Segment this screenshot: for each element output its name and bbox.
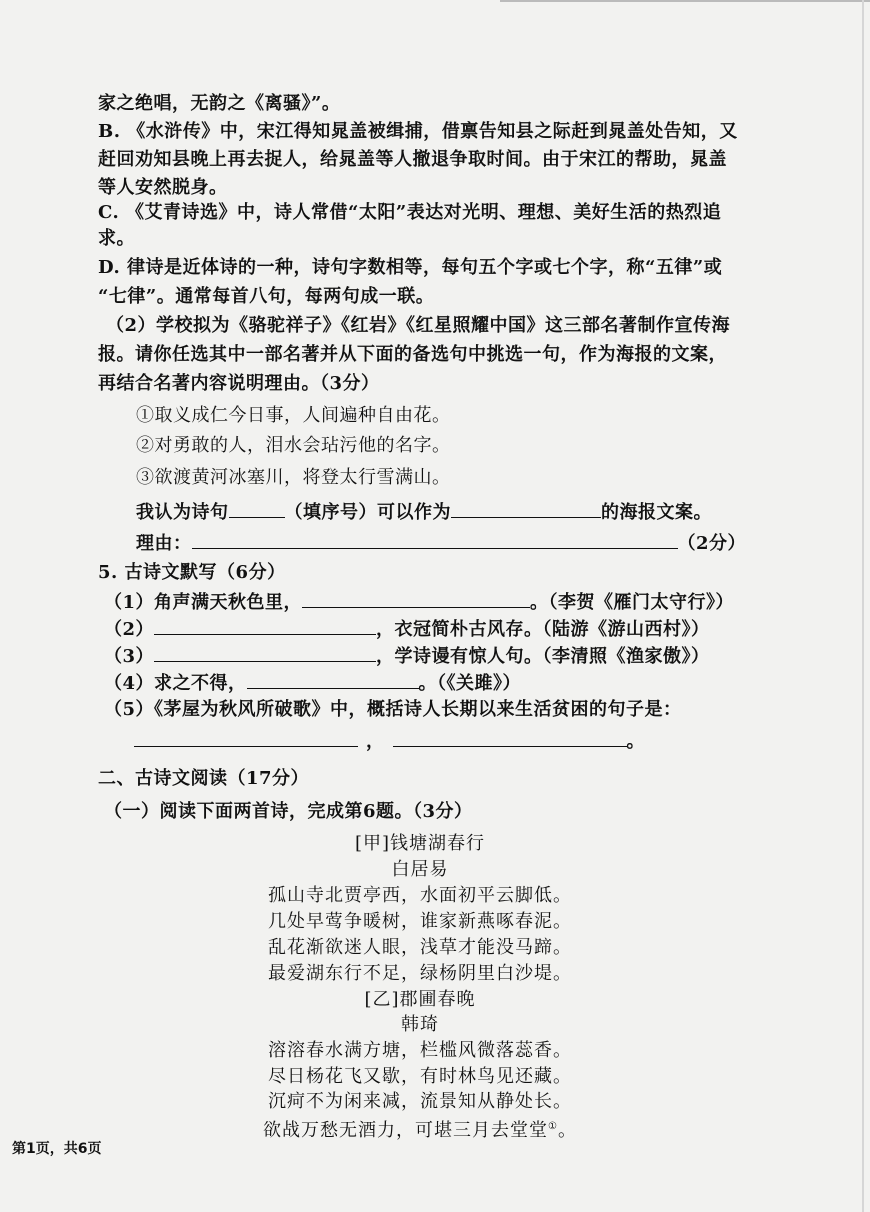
q5-4-source: 。（《关雎》） xyxy=(418,673,522,694)
q5-5-separator: ， xyxy=(366,731,385,752)
poem-b-line-4 xyxy=(200,1115,640,1143)
poem-b-line-4-text: 欲战万愁无酒力，可堪三月去堂堂 xyxy=(263,1120,549,1141)
fill-middle: （填序号）可以作为 xyxy=(284,502,451,523)
number-blank[interactable] xyxy=(229,499,285,518)
question-5-title: 5. 古诗文默写（6分） xyxy=(98,562,286,583)
scan-edge-right xyxy=(862,0,864,1212)
q5-5-blank-1[interactable] xyxy=(134,728,358,747)
q5-1-prompt: （1）角声满天秋色里， xyxy=(104,592,303,613)
question-5-2 xyxy=(104,616,710,642)
reason-blank[interactable] xyxy=(192,530,678,549)
poem-b-title: [乙]郡圃春晚 xyxy=(364,989,476,1010)
question-5-4 xyxy=(104,670,521,696)
question-5-1 xyxy=(104,589,734,615)
question-2-line1: （2）学校拟为《骆驼祥子》《红岩》《红星照耀中国》这三部名著制作宣传海 xyxy=(106,315,731,336)
question-5-5-answer xyxy=(134,728,645,754)
q5-2-source: ，衣冠简朴古风存。（陆游《游山西村》） xyxy=(376,619,710,640)
q5-1-source: 。（李贺《雁门太守行》） xyxy=(530,592,735,613)
question-2-line3: 再结合名著内容说明理由。（3分） xyxy=(98,373,380,394)
q5-2-blank[interactable] xyxy=(154,616,376,635)
q5-3-source: ，学诗谩有惊人句。（李清照《渔家傲》） xyxy=(376,646,710,667)
q5-3-blank[interactable] xyxy=(154,643,376,662)
q5-3-number: （3） xyxy=(104,646,155,667)
question-5-3 xyxy=(104,643,710,669)
scan-edge-top xyxy=(500,0,870,2)
q5-5-blank-2[interactable] xyxy=(393,728,627,747)
section-2-part-1: （一）阅读下面两首诗，完成第6题。（3分） xyxy=(104,801,473,822)
fill-suffix: 的海报文案。 xyxy=(601,502,712,523)
poem-b-line-3: 沉疴不为闲来减，流景知从静处长。 xyxy=(268,1091,572,1112)
option-c-line2: 求。 xyxy=(98,228,135,249)
option-b-line1: B. 《水浒传》中，宋江得知晁盖被缉捕，借禀告知县之际赶到晁盖处告知，又 xyxy=(98,121,738,142)
fill-prefix: 我认为诗句 xyxy=(136,502,229,523)
poem-a-author: 白居易 xyxy=(391,859,449,880)
reason-score: （2分） xyxy=(677,533,747,554)
option-d-line2: “七律”。通常每首八句，每两句成一联。 xyxy=(98,286,435,307)
poem-a-title: [甲]钱塘湖春行 xyxy=(354,833,486,854)
poem-b-line-1: 溶溶春水满方塘，栏槛风微落蕊香。 xyxy=(268,1040,572,1061)
text-line: 家之绝唱，无韵之《离骚》”。 xyxy=(98,93,341,114)
q5-2-number: （2） xyxy=(104,619,155,640)
question-2-line2: 报。请你任选其中一部名著并从下面的备选句中挑选一句，作为海报的文案， xyxy=(98,344,727,365)
poem-b-line-4-end: 。 xyxy=(557,1120,577,1141)
candidate-sentence-3: ③欲渡黄河冰塞川，将登太行雪满山。 xyxy=(136,467,451,488)
q5-4-blank[interactable] xyxy=(247,670,419,689)
poem-a-line-4: 最爱湖东行不足，绿杨阴里白沙堤。 xyxy=(268,963,572,984)
footnote-marker: ① xyxy=(548,1121,558,1132)
book-blank[interactable] xyxy=(451,499,601,518)
poem-b-author: 韩琦 xyxy=(401,1014,439,1035)
option-b-line3: 等人安然脱身。 xyxy=(98,177,228,198)
reason-label: 理由： xyxy=(136,533,192,554)
poster-choice-line xyxy=(136,499,712,525)
candidate-sentence-1: ①取义成仁今日事，人间遍种自由花。 xyxy=(136,405,451,426)
candidate-sentence-2: ②对勇敢的人，泪水会玷污他的名字。 xyxy=(136,435,451,456)
q5-1-blank[interactable] xyxy=(302,589,530,608)
poem-b-line-2: 尽日杨花飞又歇，有时林鸟见还藏。 xyxy=(268,1066,572,1087)
reason-line xyxy=(136,530,746,556)
poem-a-line-1: 孤山寺北贾亭西，水面初平云脚低。 xyxy=(268,885,572,906)
page-number: 第1页，共6页 xyxy=(12,1141,102,1157)
poem-a-line-2: 几处早莺争暖树，谁家新燕啄春泥。 xyxy=(268,911,572,932)
question-5-5: （5）《茅屋为秋风所破歌》中，概括诗人长期以来生活贫困的句子是： xyxy=(104,699,682,720)
poem-a-line-3: 乱花渐欲迷人眼，浅草才能没马蹄。 xyxy=(268,937,572,958)
q5-4-prompt: （4）求之不得， xyxy=(104,673,247,694)
q5-5-end: 。 xyxy=(626,731,645,752)
option-b-line2: 赶回劝知县晚上再去捉人，给晁盖等人撤退争取时间。由于宋江的帮助，晁盖 xyxy=(98,149,727,170)
option-c-line1: C. 《艾青诗选》中，诗人常借“太阳”表达对光明、理想、美好生活的热烈追 xyxy=(98,202,722,223)
section-2-heading: 二、古诗文阅读（17分） xyxy=(98,768,310,789)
option-d-line1: D. 律诗是近体诗的一种，诗句字数相等，每句五个字或七个字，称“五律”或 xyxy=(98,257,723,278)
